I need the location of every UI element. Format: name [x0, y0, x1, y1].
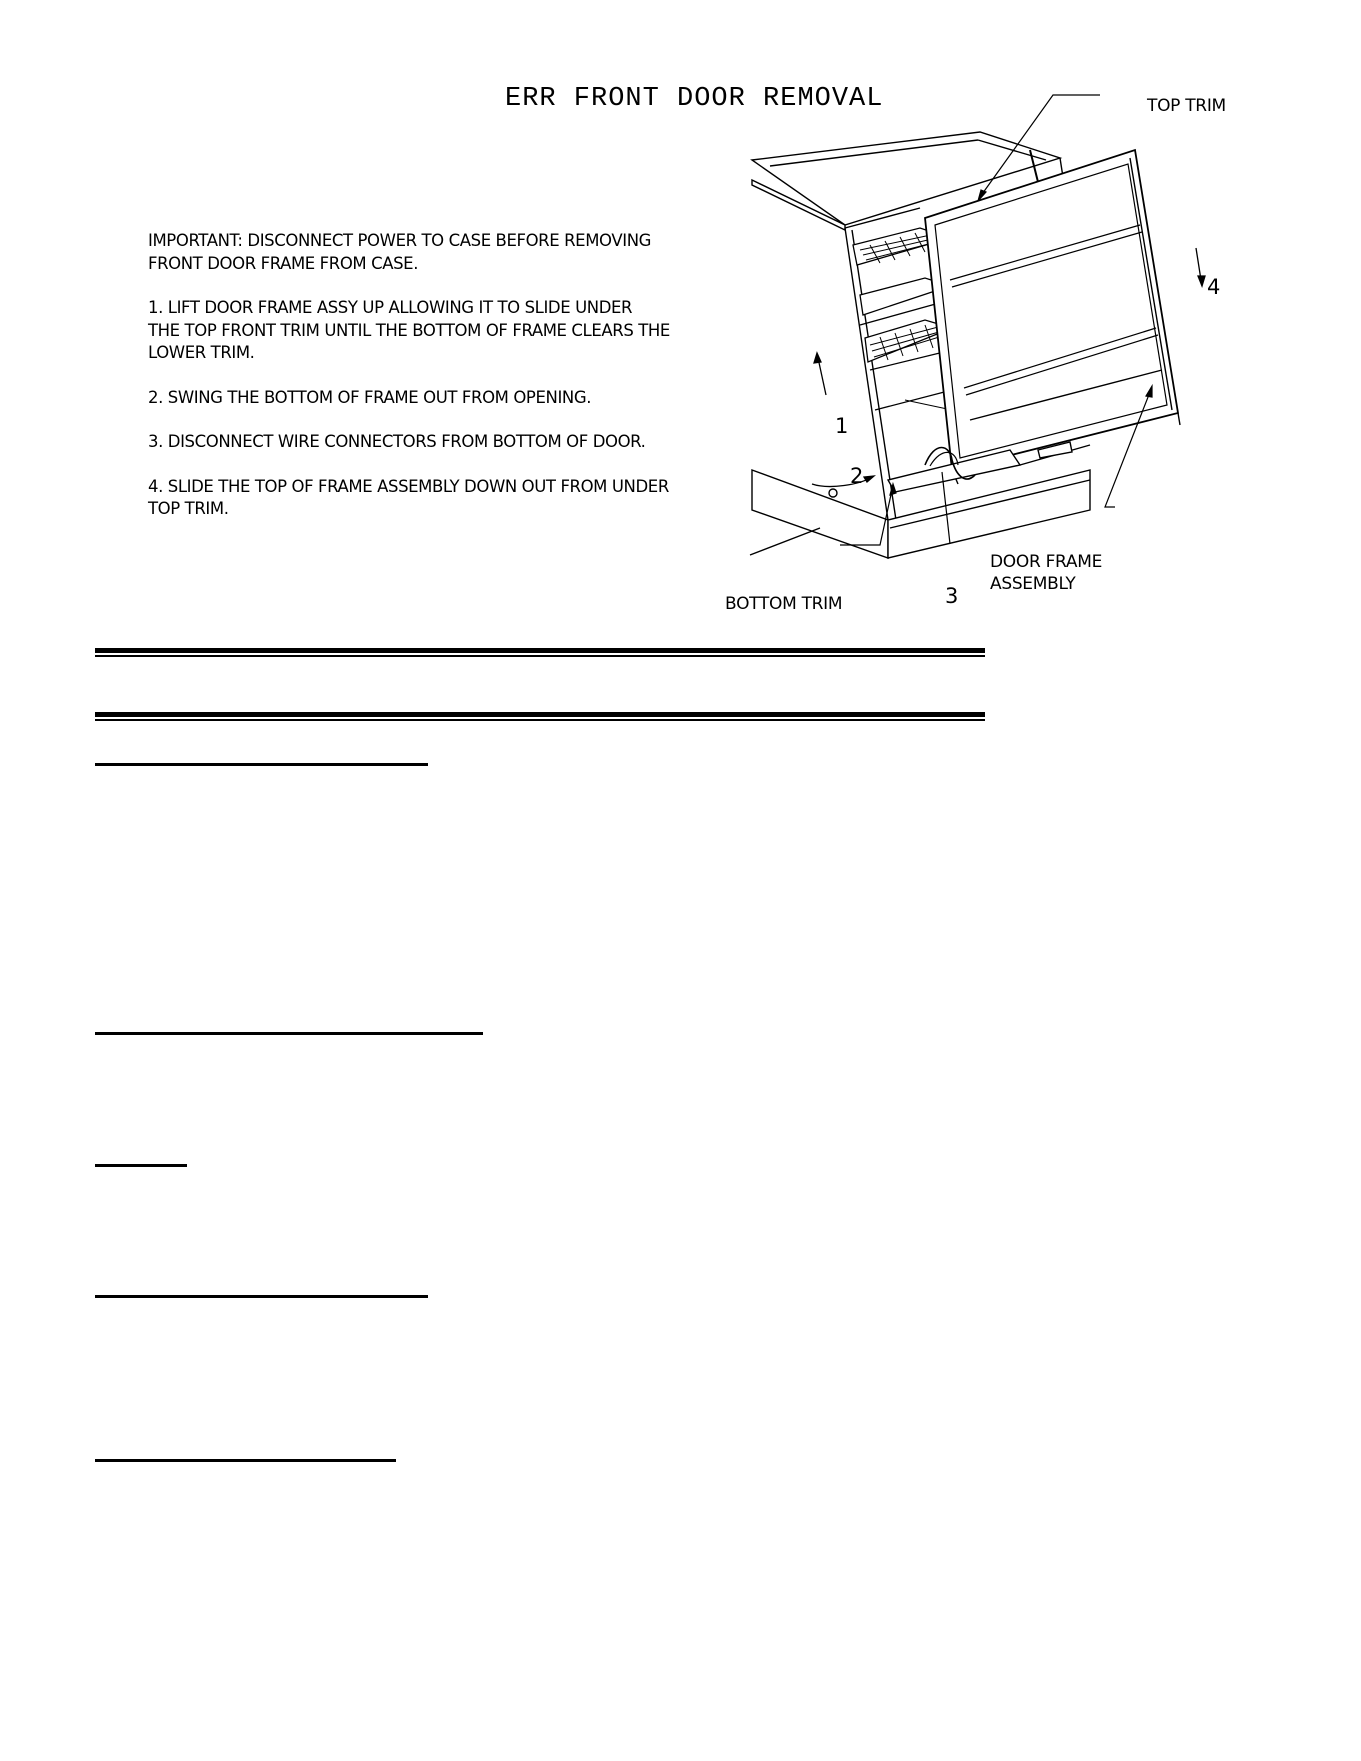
instruction-step-3: [148, 431, 748, 454]
rule-thin: [95, 655, 985, 657]
section-heading-underline: [95, 1164, 187, 1167]
instructions-block: [148, 230, 748, 543]
door-frame-label: ASSEMBLY: [990, 574, 1076, 594]
section-heading-underline: [95, 1295, 428, 1298]
instruction-line: 3. DISCONNECT WIRE CONNECTORS FROM BOTTOM OF DOOR.: [148, 432, 646, 451]
instruction-step-4: [148, 476, 748, 521]
step-number: 4: [1207, 275, 1221, 299]
step-number: 3: [945, 584, 959, 608]
instruction-line: 1. LIFT DOOR FRAME ASSY UP ALLOWING IT TO SLIDE UNDER: [148, 298, 633, 317]
rule-thin: [95, 719, 985, 721]
double-rule: [95, 712, 985, 721]
rule-thick: [95, 648, 985, 653]
instruction-line: TOP TRIM.: [148, 499, 229, 518]
instruction-important: [148, 230, 748, 275]
instruction-line: LOWER TRIM.: [148, 343, 255, 362]
bottom-trim-label: BOTTOM TRIM: [725, 594, 843, 614]
door-frame-assembly: [925, 150, 1180, 484]
door-removal-drawing: [720, 80, 1280, 620]
instruction-line: THE TOP FRONT TRIM UNTIL THE BOTTOM OF FRAME CLEARS THE: [148, 320, 670, 340]
instruction-line: FRONT DOOR FRAME FROM CASE.: [148, 253, 419, 273]
step-number: 2: [850, 464, 864, 488]
instruction-step-2: [148, 387, 748, 410]
door-frame-label: DOOR FRAME: [990, 552, 1103, 572]
instruction-step-1: [148, 297, 748, 365]
top-trim-label: TOP TRIM: [1147, 96, 1226, 116]
instruction-line: 4. SLIDE THE TOP OF FRAME ASSEMBLY DOWN OUT FROM UNDER: [148, 476, 669, 496]
rule-thick: [95, 712, 985, 717]
section-heading-underline: [95, 1032, 483, 1035]
instruction-line: 2. SWING THE BOTTOM OF FRAME OUT FROM OPENING.: [148, 387, 592, 407]
instruction-line: IMPORTANT: DISCONNECT POWER TO CASE BEFORE REMOVING: [148, 231, 652, 250]
step-number: 1: [835, 414, 849, 438]
figure-title: ERR FRONT DOOR REMOVAL: [505, 84, 884, 114]
section-heading-underline: [95, 763, 428, 766]
section-heading-underline: [95, 1459, 396, 1462]
double-rule: [95, 648, 985, 657]
